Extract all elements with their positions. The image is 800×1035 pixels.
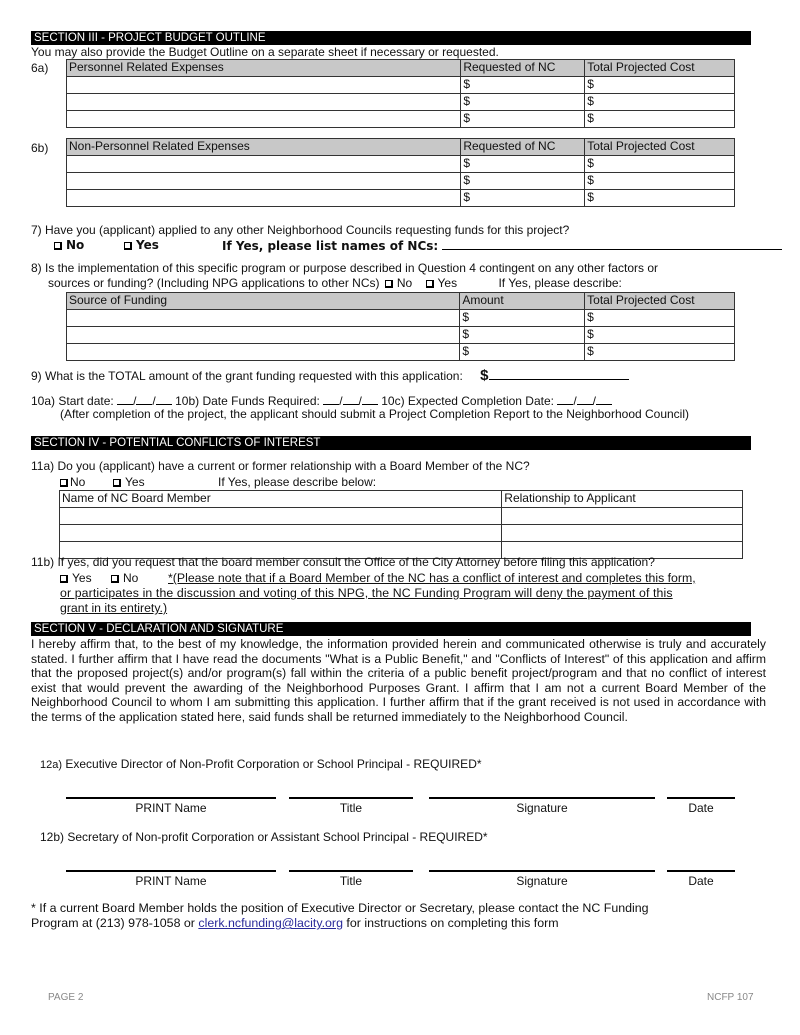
total-cell[interactable]: $ [585,173,735,190]
q6a-label: 6a) [31,61,49,75]
date-line[interactable] [667,797,735,799]
q6b-label: 6b) [31,141,49,155]
q11b-no-option[interactable]: No [111,571,138,585]
q8-prompt: If Yes, please describe: [498,276,622,290]
source-cell[interactable] [67,327,460,344]
declaration-text: I hereby affirm that, to the best of my knowledge, the information provided herein and communicated otherwise is truly and accurately stated. I further affirm that I have read the documents "What is a Public Benefit," and "Conflicts of Interest" of this application and affirm that the proposed project(s) and/or program(s) fall within the criteria of a public benefit project/program and that no conflict of interest exist that would prevent the awarding of the Neighborhood Purposes Grant. I affirm that I am not a current Board Member of the Neighborhood Council to whom I am submitting this application. I further affirm that if the grant received is not used in accordance with the terms of the application stated here, said funds shall be returned immediately to the Neighborhood Council. [31,637,766,724]
checkbox-icon[interactable] [113,479,121,487]
q11b-question: 11b) If yes, did you request that the board member consult the Office of the City Attorney before filing this application? [31,555,655,569]
expense-cell[interactable] [67,77,461,94]
print-name-label: PRINT Name [135,801,207,815]
source-cell[interactable] [67,344,460,361]
requested-cell[interactable]: $ [461,111,585,128]
total-cell[interactable]: $ [585,77,735,94]
print-name-line[interactable] [66,870,276,872]
board-member-name-cell[interactable] [60,525,502,542]
page-number: PAGE 2 [48,992,84,1003]
col-header: Total Projected Cost [585,293,735,310]
currency-symbol: $ [480,367,489,384]
q9-question: 9) What is the TOTAL amount of the grant funding requested with this application: $ [31,368,629,383]
q11b-note-line2: or participates in the discussion and voting of this NPG, the NC Funding Program will deny the payment of this [60,586,673,600]
q11b-note-line1: *(Please note that if a Board Member of the NC has a conflict of interest and completes this form, [168,571,696,585]
q8-no-label: No [396,276,413,290]
start-date-field[interactable]: / / [117,394,172,408]
expense-cell[interactable] [67,156,461,173]
completion-date-field[interactable]: / / [557,394,612,408]
q7-question: 7) Have you (applicant) applied to any other Neighborhood Councils requesting funds for this project? [31,223,570,237]
checkbox-icon[interactable] [54,242,62,250]
table-row [67,173,735,190]
footnote-line2: Program at (213) 978-1058 or clerk.ncfunding@lacity.org for instructions on completing this form [31,916,559,930]
table-row [67,156,735,173]
q8-question-line2: sources or funding? (Including NPG applications to other NCs) No Yes If Yes, please describe: [48,276,622,290]
relationship-cell[interactable] [502,508,743,525]
q11b-yes-option[interactable]: Yes [60,571,92,585]
col-header: Total Projected Cost [585,60,735,77]
requested-cell[interactable]: $ [461,156,585,173]
total-cell[interactable]: $ [585,111,735,128]
checkbox-icon[interactable] [426,280,434,288]
table-row [60,525,743,542]
q12b-prompt: 12b) Secretary of Non-profit Corporation or Assistant School Principal - REQUIRED* [40,830,488,844]
relationship-cell[interactable] [502,525,743,542]
total-cell[interactable]: $ [585,156,735,173]
title-label: Title [339,801,363,815]
total-amount-field[interactable] [489,368,629,380]
checkbox-icon[interactable] [111,575,119,583]
signature-label: Signature [516,874,568,888]
requested-cell[interactable]: $ [461,190,585,207]
col-header: Non-Personnel Related Expenses [67,139,461,156]
amount-cell[interactable]: $ [460,310,585,327]
q12a-prompt: 12a) Executive Director of Non-Profit Corporation or School Principal - REQUIRED* [40,757,482,771]
col-header: Requested of NC [461,60,585,77]
source-cell[interactable] [67,310,460,327]
nc-names-field[interactable] [442,238,782,250]
q7-no-option[interactable]: No [54,238,84,252]
col-header: Name of NC Board Member [60,491,502,508]
expense-cell[interactable] [67,111,461,128]
q7-nc-names: If Yes, please list names of NCs: [222,238,782,253]
requested-cell[interactable]: $ [461,173,585,190]
table-row [67,190,735,207]
board-member-table [59,490,743,559]
total-cell[interactable]: $ [585,190,735,207]
signature-label: Signature [516,801,568,815]
date-label: Date [688,874,714,888]
funding-sources-table [66,292,735,361]
col-header: Source of Funding [67,293,460,310]
footnote-line1: * If a current Board Member holds the position of Executive Director or Secretary, please contact the NC Funding [31,901,649,915]
amount-cell[interactable]: $ [460,344,585,361]
print-name-label: PRINT Name [135,874,207,888]
funds-date-field[interactable]: / / [323,394,378,408]
checkbox-icon[interactable] [60,479,68,487]
q8-question-line1: 8) Is the implementation of this specific program or purpose described in Question 4 contingent on any other factors or [31,261,658,275]
form-id: NCFP 107 [707,992,754,1003]
table-row [67,310,735,327]
q10-dates: 10a) Start date: / / 10b) Date Funds Required: / / 10c) Expected Completion Date: / / [31,393,612,408]
board-member-name-cell[interactable] [60,508,502,525]
table-row [67,327,735,344]
date-line[interactable] [667,870,735,872]
section-3-header: SECTION III - PROJECT BUDGET OUTLINE [31,31,751,45]
date-label: Date [688,801,714,815]
table-row [60,508,743,525]
q7-yes-option[interactable]: Yes [124,238,159,252]
table-row [67,344,735,361]
title-label: Title [339,874,363,888]
q11a-no-option[interactable]: No [60,475,85,489]
signature-line[interactable] [429,870,655,872]
checkbox-icon[interactable] [124,242,132,250]
total-cell[interactable]: $ [585,94,735,111]
q8-yes-label: Yes [437,276,458,290]
col-header: Personnel Related Expenses [67,60,461,77]
q11a-yes-option[interactable]: Yes [113,475,145,489]
total-cell[interactable]: $ [585,310,735,327]
title-line[interactable] [289,870,413,872]
table-row [67,94,735,111]
col-header: Amount [460,293,585,310]
q11a-prompt: If Yes, please describe below: [218,475,377,489]
expense-cell[interactable] [67,190,461,207]
col-header: Total Projected Cost [585,139,735,156]
title-line[interactable] [289,797,413,799]
q10-note: (After completion of the project, the applicant should submit a Project Completion Report to the Neighborhood Council) [60,407,690,421]
amount-cell[interactable]: $ [460,327,585,344]
expense-cell[interactable] [67,173,461,190]
checkbox-icon[interactable] [60,575,68,583]
non-personnel-expenses-table [66,138,735,207]
q11a-question: 11a) Do you (applicant) have a current or former relationship with a Board Member of the NC? [31,459,530,473]
email-link[interactable]: clerk.ncfunding@lacity.org [198,916,343,930]
section-5-header: SECTION V - DECLARATION AND SIGNATURE [31,622,751,636]
checkbox-icon[interactable] [385,280,393,288]
expense-cell[interactable] [67,94,461,111]
col-header: Requested of NC [461,139,585,156]
col-header: Relationship to Applicant [502,491,743,508]
q11b-note-line3: grant in its entirety.) [60,601,168,615]
total-cell[interactable]: $ [585,344,735,361]
budget-intro: You may also provide the Budget Outline on a separate sheet if necessary or requested. [31,45,499,59]
requested-cell[interactable]: $ [461,77,585,94]
table-row [67,111,735,128]
requested-cell[interactable]: $ [461,94,585,111]
table-row [67,77,735,94]
signature-line[interactable] [429,797,655,799]
personnel-expenses-table [66,59,735,128]
section-4-header: SECTION IV - POTENTIAL CONFLICTS OF INTEREST [31,436,751,450]
total-cell[interactable]: $ [585,327,735,344]
print-name-line[interactable] [66,797,276,799]
